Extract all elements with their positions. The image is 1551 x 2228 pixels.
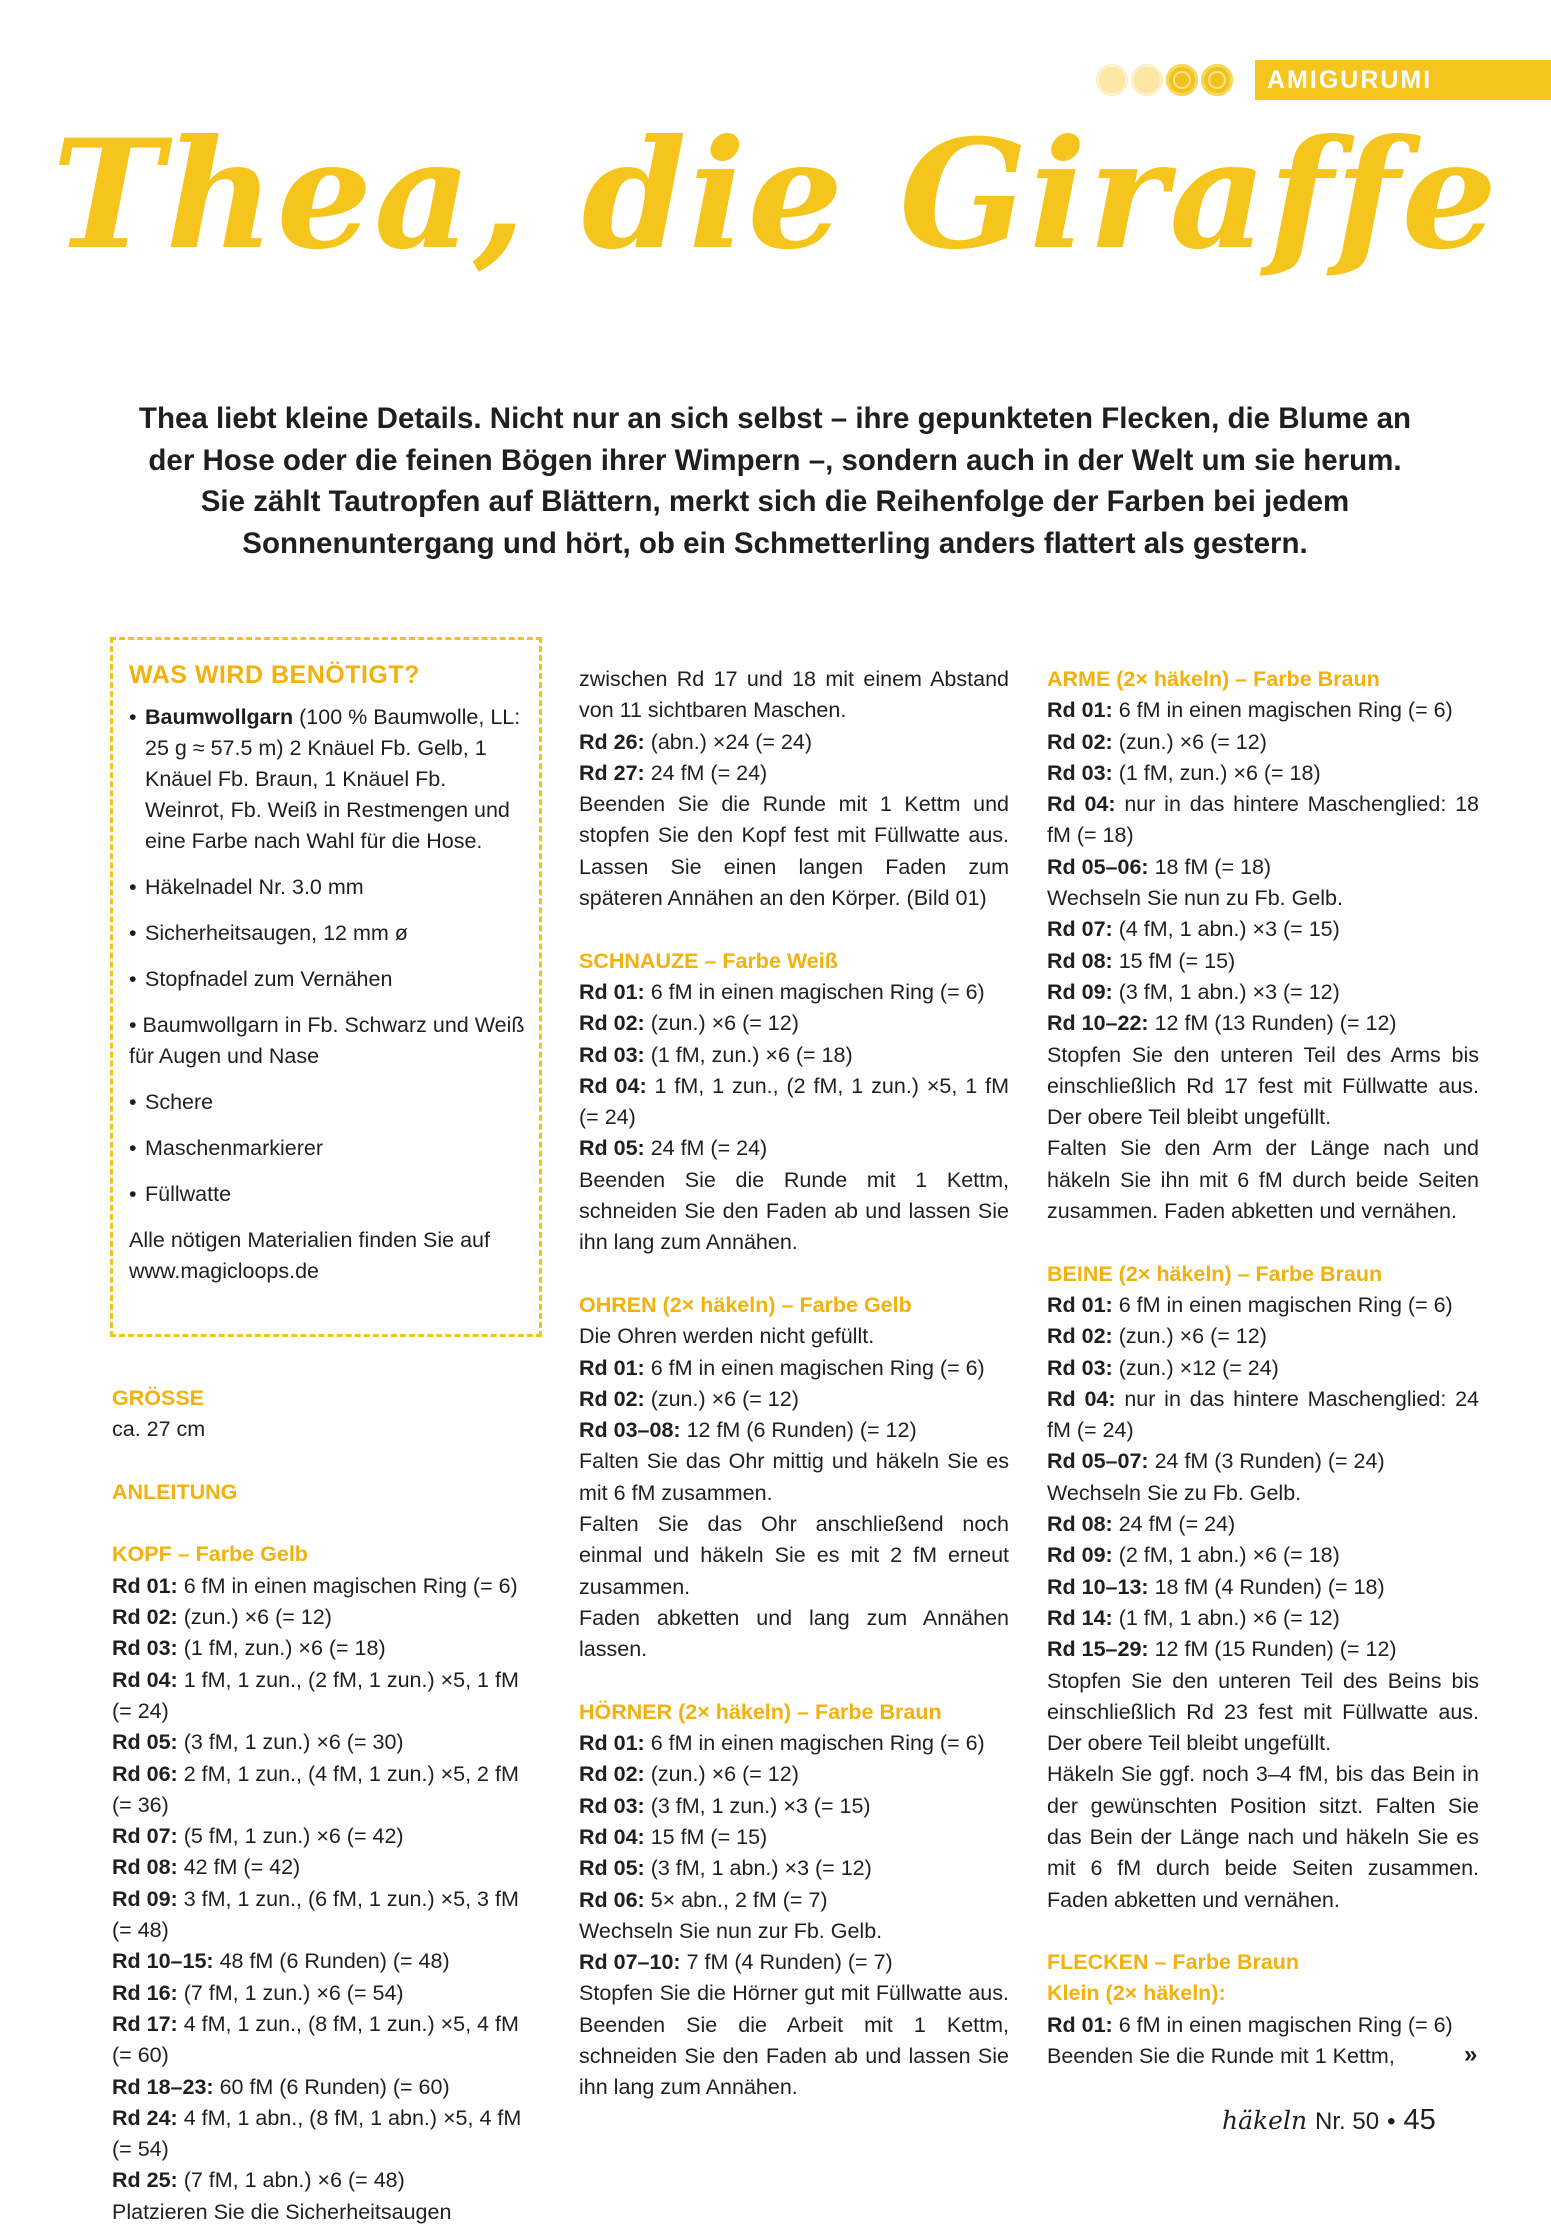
instruction-paragraph: Falten Sie das Ohr anschließend noch einmal und häkeln Sie es mit 2 fM erneut zusammen. — [579, 1512, 1009, 1599]
round-instruction — [579, 1947, 1009, 1978]
round-label: Rd 02: — [1047, 729, 1113, 754]
materials-list — [129, 702, 525, 1210]
round-instruction — [1047, 946, 1479, 977]
instruction-paragraph: Falten Sie das Ohr mittig und häkeln Sie es mit 6 fM zusammen. — [579, 1449, 1009, 1505]
round-text: (3 fM, 1 abn.) ×3 (= 12) — [1112, 979, 1340, 1004]
round-text: (3 fM, 1 zun.) ×3 (= 15) — [644, 1793, 871, 1818]
column-1-rows — [112, 1539, 542, 2228]
round-instruction — [1047, 977, 1479, 1008]
round-label: Rd 08: — [1047, 948, 1113, 973]
round-label: Rd 16: — [112, 1980, 178, 2005]
round-text: 42 fM (= 42) — [177, 1855, 301, 1880]
round-text: nur in das hintere Maschenglied: 18 fM (= 18) — [1047, 792, 1479, 848]
round-label: Rd 17: — [112, 2011, 178, 2036]
round-label: Rd 06: — [112, 1761, 178, 1786]
round-label: Rd 27: — [579, 760, 645, 785]
round-instruction — [579, 1853, 1009, 1884]
magazine-name: häkeln — [1222, 2106, 1308, 2135]
round-text: 1 fM, 1 zun., (2 fM, 1 zun.) ×5, 1 fM (= 24) — [112, 1667, 519, 1723]
round-label: Rd 01: — [1047, 1292, 1113, 1317]
round-label: Rd 03: — [1047, 1355, 1113, 1380]
round-text: 7 fM (4 Runden) (= 7) — [680, 1950, 893, 1975]
round-label: Rd 04: — [1047, 792, 1116, 817]
round-label: Rd 10–13: — [1047, 1574, 1149, 1599]
round-label: Rd 07–10: — [579, 1950, 681, 1975]
round-text: 6 fM in einen magischen Ring (= 6) — [644, 1355, 985, 1380]
round-label: Rd 04: — [1047, 1386, 1116, 1411]
instruction-paragraph: Wechseln Sie nun zu Fb. Gelb. — [1047, 886, 1343, 911]
round-text: (2 fM, 1 abn.) ×6 (= 18) — [1112, 1543, 1340, 1568]
round-instruction — [1047, 727, 1479, 758]
section-heading: SCHNAUZE – Farbe Weiß — [579, 948, 838, 973]
round-text: (3 fM, 1 zun.) ×6 (= 30) — [177, 1730, 404, 1755]
round-text: 4 fM, 1 zun., (8 fM, 1 zun.) ×5, 4 fM (= 60) — [112, 2011, 519, 2068]
materials-item — [129, 702, 525, 857]
round-text: 6 fM in einen magischen Ring (= 6) — [644, 1731, 985, 1756]
instruction-paragraph: Häkeln Sie ggf. noch 3–4 fM, bis das Bein in der gewünschten Position sitzt. Falten Sie das Bein der Länge nach und häkeln Sie es mit 6 fM durch beide Seiten zusammen. Faden abketten und vernähen. — [1047, 1762, 1479, 1912]
round-instruction — [112, 1978, 542, 2009]
round-label: Rd 14: — [1047, 1605, 1113, 1630]
round-label: Rd 26: — [579, 729, 645, 754]
round-text: (zun.) ×6 (= 12) — [1112, 1324, 1267, 1349]
round-text: 24 fM (= 24) — [644, 1136, 768, 1161]
round-text: (5 fM, 1 zun.) ×6 (= 42) — [177, 1824, 404, 1849]
footer-bullet: • — [1387, 2108, 1396, 2135]
round-instruction — [112, 2072, 542, 2103]
round-instruction — [579, 1071, 1009, 1134]
round-instruction — [579, 1040, 1009, 1071]
instruction-paragraph: Faden abketten und lang zum Annähen lassen. — [579, 1605, 1009, 1662]
round-instruction — [579, 1008, 1009, 1039]
materials-item: • Baumwollgarn in Fb. Schwarz und Weiß für Augen und Nase — [129, 1013, 525, 1068]
round-label: Rd 03–08: — [579, 1418, 681, 1443]
category-tab: AMIGURUMI — [1255, 60, 1551, 100]
round-text: (zun.) ×6 (= 12) — [644, 1386, 799, 1411]
section-heading: ARME (2× häkeln) – Farbe Braun — [1047, 667, 1380, 691]
round-text: 1 fM, 1 zun., (2 fM, 1 zun.) ×5, 1 fM (= 24) — [579, 1073, 1009, 1130]
round-instruction — [579, 1353, 1009, 1384]
section-heading: FLECKEN – Farbe Braun — [1047, 1950, 1300, 1975]
round-text: 5× abn., 2 fM (= 7) — [644, 1887, 828, 1912]
round-label: Rd 02: — [579, 1762, 645, 1787]
page-title: Thea, die Giraffe — [51, 107, 1500, 283]
section-heading: KOPF – Farbe Gelb — [112, 1542, 308, 1567]
round-text: (1 fM, 1 abn.) ×6 (= 12) — [1112, 1605, 1340, 1630]
round-instruction — [579, 1759, 1009, 1790]
round-text: 24 fM (= 24) — [644, 760, 768, 785]
round-instruction — [112, 1852, 542, 1883]
materials-item: • Sicherheitsaugen, 12 mm ø — [129, 918, 525, 949]
round-instruction — [1047, 1572, 1479, 1603]
round-label: Rd 08: — [1047, 1512, 1113, 1537]
materials-heading: WAS WIRD BENÖTIGT? — [129, 661, 420, 689]
round-label: Rd 03: — [1047, 760, 1113, 785]
instruction-paragraph: Wechseln Sie nun zur Fb. Gelb. — [579, 1918, 883, 1943]
round-label: Rd 03: — [579, 1793, 645, 1818]
round-text: 6 fM in einen magischen Ring (= 6) — [644, 979, 985, 1004]
round-text: (zun.) ×6 (= 12) — [177, 1605, 332, 1630]
round-text: 18 fM (= 18) — [1148, 854, 1272, 879]
yarn-ball-icon — [1166, 64, 1198, 96]
round-label: Rd 06: — [579, 1887, 645, 1912]
round-instruction — [1047, 1540, 1479, 1571]
yarn-ball-icon — [1131, 64, 1163, 96]
round-label: Rd 07: — [1047, 917, 1113, 942]
round-instruction — [1047, 1353, 1479, 1384]
round-text: 3 fM, 1 zun., (6 fM, 1 zun.) ×5, 3 fM (= 48) — [112, 1886, 519, 1943]
intro-paragraph: Thea liebt kleine Details. Nicht nur an sich selbst – ihre gepunkteten Flecken, die Blume an der Hose oder die feinen Bögen ihrer Wimpern –, sondern auch in der Welt um sie herum. Sie zählt Tautropfen auf Blättern, merkt sich die Reihenfolge der Farben bei jedem Sonnenuntergang und hört, ob ein Schmetterling anders flattert als gestern. — [138, 402, 1412, 560]
round-text: (zun.) ×6 (= 12) — [1112, 729, 1267, 754]
instruction-paragraph: Die Ohren werden nicht gefüllt. — [579, 1324, 875, 1349]
round-instruction — [1047, 1321, 1479, 1352]
round-label: Rd 05: — [579, 1136, 645, 1161]
round-label: Rd 18–23: — [112, 2074, 214, 2099]
round-label: Rd 01: — [579, 1731, 645, 1756]
round-instruction — [1047, 695, 1479, 726]
round-text: 12 fM (15 Runden) (= 12) — [1148, 1637, 1397, 1662]
round-label: Rd 05–06: — [1047, 854, 1149, 879]
round-label: Rd 03: — [579, 1042, 645, 1067]
round-instruction — [112, 1602, 542, 1633]
round-instruction — [1047, 914, 1479, 945]
round-text: (1 fM, zun.) ×6 (= 18) — [644, 1042, 853, 1067]
round-label: Rd 02: — [112, 1605, 178, 1630]
instruction-paragraph: Stopfen Sie die Hörner gut mit Füllwatte aus. Beenden Sie die Arbeit mit 1 Kettm, schneiden Sie den Faden ab und lassen Sie ihn lang zum Annähen. — [579, 1981, 1009, 2100]
yarn-ball-icon — [1096, 64, 1128, 96]
issue-number: Nr. 50 — [1315, 2108, 1380, 2135]
section-heading: Klein (2× häkeln): — [1047, 1981, 1226, 2006]
materials-item: • Maschenmarkierer — [129, 1133, 525, 1164]
round-instruction — [1047, 789, 1479, 852]
round-label: Rd 04: — [579, 1073, 647, 1098]
round-label: Rd 05: — [112, 1730, 178, 1755]
column-1 — [112, 1383, 542, 2228]
instruction-paragraph: Beenden Sie die Runde mit 1 Kettm, — [1047, 2044, 1395, 2069]
instruction-paragraph: Beenden Sie die Runde mit 1 Kettm und stopfen Sie den Kopf fest mit Füllwatte aus. Lassen Sie einen langen Faden zum späteren Annähen an den Körper. (Bild 01) — [579, 792, 1009, 911]
round-text: (abn.) ×24 (= 24) — [644, 729, 813, 754]
round-instruction — [1047, 1634, 1479, 1665]
round-text: (zun.) ×6 (= 12) — [644, 1011, 799, 1036]
round-instruction — [112, 1571, 542, 1602]
round-label: Rd 15–29: — [1047, 1637, 1149, 1662]
instruction-paragraph: Stopfen Sie den unteren Teil des Beins bis einschließlich Rd 23 fest mit Füllwatte aus. Der obere Teil bleibt ungefüllt. — [1047, 1668, 1479, 1756]
round-instruction — [579, 1791, 1009, 1822]
materials-item: • Stopfnadel zum Vernähen — [129, 964, 525, 995]
round-text: (zun.) ×6 (= 12) — [644, 1762, 799, 1787]
round-text: (zun.) ×12 (= 24) — [1112, 1355, 1279, 1380]
size-value: ca. 27 cm — [112, 1417, 206, 1442]
round-text: 4 fM, 1 abn., (8 fM, 1 abn.) ×5, 4 fM (= 54) — [112, 2105, 522, 2162]
round-label: Rd 09: — [112, 1886, 178, 1911]
materials-item: • Füllwatte — [129, 1179, 525, 1210]
materials-item-text: (100 % Baumwolle, LL: 25 g ≈ 57.5 m) 2 Knäuel Fb. Gelb, 1 Knäuel Fb. Braun, 1 Knäuel Fb. Weinrot, Fb. Weiß in Restmengen und eine Farbe nach Wahl für die Hose. — [145, 705, 521, 853]
round-text: 12 fM (6 Runden) (= 12) — [680, 1418, 917, 1443]
round-instruction — [112, 2165, 542, 2196]
round-instruction — [112, 1884, 542, 1947]
round-label: Rd 24: — [112, 2105, 178, 2130]
materials-item: • Schere — [129, 1087, 525, 1118]
round-text: 15 fM (= 15) — [644, 1824, 768, 1849]
size-heading: GRÖSSE — [112, 1386, 204, 1410]
round-instruction — [579, 1384, 1009, 1415]
round-text: 6 fM in einen magischen Ring (= 6) — [1112, 698, 1453, 723]
round-label: Rd 05–07: — [1047, 1449, 1149, 1474]
round-label: Rd 03: — [112, 1636, 178, 1661]
instructions-heading: ANLEITUNG — [112, 1479, 238, 1504]
round-text: (1 fM, zun.) ×6 (= 18) — [177, 1636, 386, 1661]
round-instruction — [1047, 852, 1479, 883]
round-label: Rd 02: — [1047, 1324, 1113, 1349]
round-instruction — [112, 2103, 542, 2166]
round-label: Rd 09: — [1047, 1543, 1113, 1568]
round-text: 48 fM (6 Runden) (= 48) — [213, 1949, 450, 1974]
round-instruction — [112, 1821, 542, 1852]
instruction-paragraph: Wechseln Sie zu Fb. Gelb. — [1047, 1480, 1302, 1505]
round-label: Rd 04: — [112, 1667, 178, 1692]
round-text: 60 fM (6 Runden) (= 60) — [213, 2074, 450, 2099]
round-instruction — [112, 1633, 542, 1664]
materials-item-label: Baumwollgarn — [145, 705, 294, 729]
round-instruction — [112, 2009, 542, 2072]
round-instruction — [112, 1665, 542, 1728]
round-label: Rd 01: — [579, 979, 645, 1004]
section-heading: OHREN (2× häkeln) – Farbe Gelb — [579, 1292, 912, 1317]
round-instruction — [1047, 1603, 1479, 1634]
round-instruction — [112, 1759, 542, 1822]
round-text: 6 fM in einen magischen Ring (= 6) — [177, 1573, 518, 1598]
instruction-paragraph: Stopfen Sie den unteren Teil des Arms bis einschließlich Rd 17 fest mit Füllwatte aus. Der obere Teil bleibt ungefüllt. — [1047, 1042, 1479, 1130]
round-text: 24 fM (3 Runden) (= 24) — [1148, 1449, 1385, 1474]
continue-arrow: » — [1464, 2041, 1478, 2068]
round-label: Rd 05: — [579, 1856, 645, 1881]
round-text: 24 fM (= 24) — [1112, 1512, 1236, 1537]
round-text: (3 fM, 1 abn.) ×3 (= 12) — [644, 1856, 872, 1881]
round-instruction — [1047, 1008, 1479, 1039]
round-instruction — [112, 1946, 542, 1977]
materials-box — [110, 637, 542, 1337]
yarn-weight-icons — [1096, 64, 1233, 96]
round-instruction — [1047, 1446, 1479, 1477]
round-text: 15 fM (= 15) — [1112, 948, 1236, 973]
round-label: Rd 10–22: — [1047, 1011, 1149, 1036]
round-instruction — [579, 1415, 1009, 1446]
materials-item: • Häkelnadel Nr. 3.0 mm — [129, 872, 525, 903]
round-text: (7 fM, 1 abn.) ×6 (= 48) — [177, 2168, 405, 2193]
column-3 — [1047, 664, 1479, 2072]
round-label: Rd 01: — [1047, 698, 1113, 723]
round-instruction — [579, 1822, 1009, 1853]
page-number: 45 — [1403, 2104, 1436, 2136]
round-instruction — [579, 1728, 1009, 1759]
round-instruction — [579, 758, 1009, 789]
section-heading: HÖRNER (2× häkeln) – Farbe Braun — [579, 1699, 942, 1724]
round-instruction — [579, 1133, 1009, 1164]
instruction-paragraph: Falten Sie den Arm der Länge nach und häkeln Sie ihn mit 6 fM durch beide Seiten zusammen. Faden abketten und vernähen. — [1047, 1136, 1479, 1224]
round-text: nur in das hintere Maschenglied: 24 fM (= 24) — [1047, 1386, 1479, 1443]
round-label: Rd 04: — [579, 1824, 645, 1849]
round-label: Rd 02: — [579, 1386, 645, 1411]
round-text: 6 fM in einen magischen Ring (= 6) — [1112, 1292, 1453, 1317]
round-label: Rd 02: — [579, 1011, 645, 1036]
round-instruction — [1047, 1384, 1479, 1447]
instruction-paragraph: Platzieren Sie die Sicherheitsaugen — [112, 2199, 452, 2224]
instruction-paragraph: zwischen Rd 17 und 18 mit einem Abstand von 11 sichtbaren Maschen. — [579, 667, 1009, 723]
round-instruction — [1047, 758, 1479, 789]
round-text: 2 fM, 1 zun., (4 fM, 1 zun.) ×5, 2 fM (= 36) — [112, 1761, 519, 1817]
round-label: Rd 07: — [112, 1824, 178, 1849]
materials-note: Alle nötigen Materialien finden Sie auf www.magicloops.de — [129, 1228, 490, 1283]
round-label: Rd 09: — [1047, 979, 1113, 1004]
round-text: (4 fM, 1 abn.) ×3 (= 15) — [1112, 917, 1340, 942]
round-text: 6 fM in einen magischen Ring (= 6) — [1112, 2012, 1453, 2037]
round-text: (1 fM, zun.) ×6 (= 18) — [1112, 760, 1321, 785]
section-heading: BEINE (2× häkeln) – Farbe Braun — [1047, 1261, 1383, 1286]
round-text: 18 fM (4 Runden) (= 18) — [1148, 1574, 1385, 1599]
round-instruction — [1047, 1290, 1479, 1321]
round-label: Rd 10–15: — [112, 1949, 214, 1974]
instruction-paragraph: Beenden Sie die Runde mit 1 Kettm, schneiden Sie den Faden ab und lassen Sie ihn lang zum Annähen. — [579, 1167, 1009, 1255]
page-footer — [1222, 2104, 1436, 2137]
column-2 — [579, 664, 1009, 2104]
round-label: Rd 01: — [579, 1355, 645, 1380]
round-instruction — [1047, 2010, 1479, 2041]
round-instruction — [579, 1885, 1009, 1916]
round-text: (7 fM, 1 zun.) ×6 (= 54) — [177, 1980, 404, 2005]
round-instruction — [112, 1727, 542, 1758]
round-label: Rd 01: — [112, 1573, 178, 1598]
round-instruction — [1047, 1509, 1479, 1540]
round-instruction — [579, 727, 1009, 758]
round-label: Rd 08: — [112, 1855, 178, 1880]
round-instruction — [579, 977, 1009, 1008]
round-text: 12 fM (13 Runden) (= 12) — [1148, 1011, 1397, 1036]
round-label: Rd 01: — [1047, 2012, 1113, 2037]
round-label: Rd 25: — [112, 2168, 178, 2193]
yarn-ball-icon — [1201, 64, 1233, 96]
